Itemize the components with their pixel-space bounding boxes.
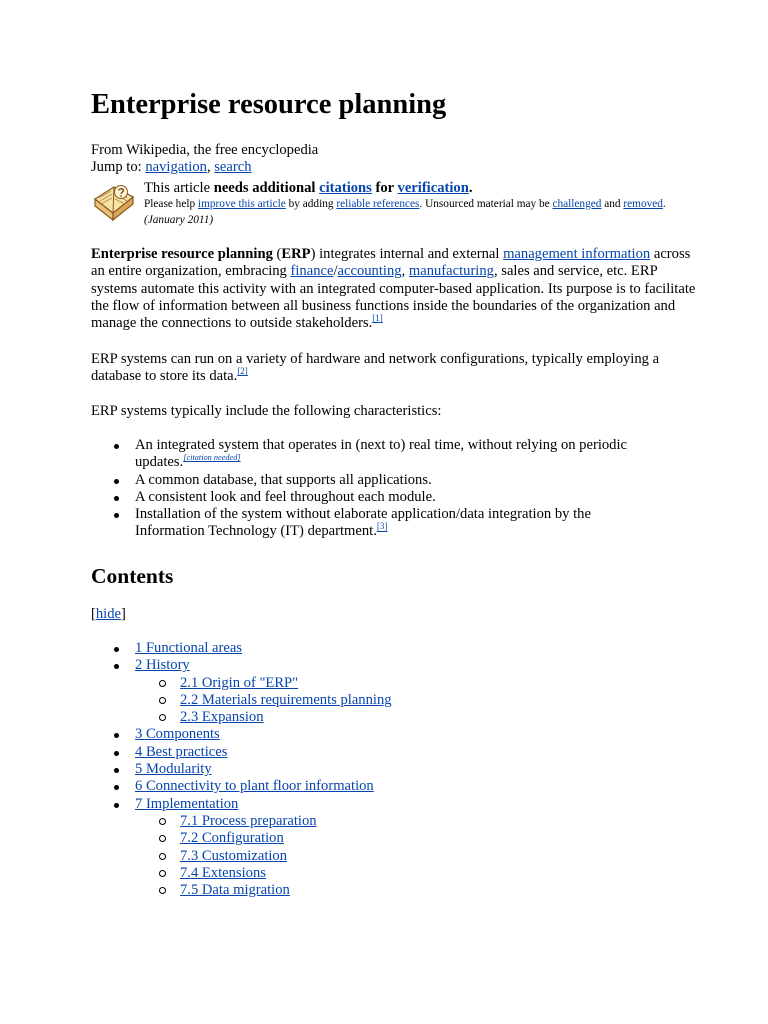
toc-link[interactable]: 7.4 Extensions: [180, 864, 266, 881]
bullet-icon: [114, 733, 119, 738]
toc-item: [91, 726, 591, 743]
list-item: [91, 489, 651, 506]
toc-toggle: [91, 606, 126, 623]
notice-text: This article: [144, 180, 214, 196]
toc-link[interactable]: 4 Best practices: [135, 743, 228, 760]
notice-line-2: [144, 197, 692, 228]
finance-link[interactable]: finance: [290, 263, 334, 280]
circle-bullet-icon: [159, 818, 166, 825]
toc-link[interactable]: 7 Implementation: [135, 795, 239, 812]
characteristics-list: [91, 437, 651, 541]
characteristics-text: ERP systems typically include the following characteristics:: [91, 403, 442, 419]
intro-text-2: across an entire organization, embracing: [91, 246, 691, 280]
reference-3-link[interactable]: [3]: [376, 521, 388, 532]
list-item: [91, 506, 651, 541]
toc-link[interactable]: 2.3 Expansion: [180, 709, 264, 726]
toc-link[interactable]: 5 Modularity: [135, 761, 212, 778]
toc-link[interactable]: 7.1 Process preparation: [180, 812, 317, 829]
notice-line-1: [144, 180, 473, 197]
toc-item: [91, 640, 591, 657]
notice-adding-text: by adding: [285, 198, 337, 210]
abbr-bold: ERP: [281, 246, 311, 262]
notice-bold-needs: needs additional: [213, 180, 320, 196]
bullet-icon: [114, 513, 119, 518]
notice-date: (January 2011): [144, 213, 214, 226]
hardware-paragraph: [91, 351, 697, 386]
bullet-icon: [114, 496, 119, 501]
toggle-bracket-open: [: [91, 606, 96, 622]
toc-subitem: [91, 692, 591, 709]
citations-link[interactable]: citations: [319, 180, 372, 196]
notice-bold-for: for: [371, 180, 398, 196]
challenged-link[interactable]: challenged: [552, 198, 602, 210]
notice-unsourced-text: . Unsourced material may be: [419, 198, 553, 210]
bullet-icon: [114, 768, 119, 773]
citation-notice-box: [91, 180, 691, 228]
toc-link[interactable]: 1 Functional areas: [135, 640, 242, 656]
toc-item: [91, 657, 591, 674]
comma-text: ,: [401, 263, 409, 280]
notice-period-text: .: [662, 198, 666, 210]
jump-navigation-link[interactable]: navigation: [145, 159, 207, 175]
hardware-text: ERP systems can run on a variety of hardware and network configurations, typically employing a database to store its data.: [91, 351, 660, 385]
toc-subitem: [91, 709, 591, 726]
reference-2-link[interactable]: [2]: [237, 366, 248, 377]
intro-text-1: ) integrates internal and external: [310, 246, 504, 262]
list-item: [91, 437, 651, 472]
jump-to-links: [91, 159, 252, 176]
jump-separator: ,: [206, 159, 215, 175]
toc-link[interactable]: 2 History: [135, 657, 190, 674]
management-information-link[interactable]: management information: [503, 246, 651, 262]
bullet-icon: [114, 751, 119, 756]
characteristics-intro: [91, 403, 697, 420]
notice-bold-period: .: [468, 180, 473, 196]
toc-link[interactable]: 3 Components: [135, 726, 220, 743]
bullet-icon: [114, 803, 119, 808]
toc-item: [91, 761, 591, 778]
toc-subitem: [91, 813, 591, 830]
list-item-text: A consistent look and feel throughout each module.: [135, 488, 436, 505]
reference-1-link[interactable]: [1]: [372, 313, 383, 324]
toc-link[interactable]: 7.3 Customization: [180, 847, 288, 864]
circle-bullet-icon: [159, 714, 166, 721]
list-item-text: A common database, that supports all applications.: [135, 471, 432, 488]
toggle-bracket-close: ]: [121, 606, 126, 622]
site-tagline: From Wikipedia, the free encyclopedia: [91, 142, 319, 158]
slash-text: /: [333, 263, 338, 280]
removed-link[interactable]: removed: [623, 198, 663, 210]
table-of-contents: [91, 640, 591, 899]
toc-subitem: [91, 865, 591, 882]
circle-bullet-icon: [159, 680, 166, 687]
toc-link[interactable]: 6 Connectivity to plant floor information: [135, 778, 374, 795]
toc-link[interactable]: 7.2 Configuration: [180, 830, 284, 847]
toc-link[interactable]: 2.2 Materials requirements planning: [180, 691, 392, 708]
term-bold: Enterprise resource planning: [91, 246, 273, 262]
toc-item: [91, 796, 591, 813]
toc-item: [91, 778, 591, 795]
improve-article-link[interactable]: improve this article: [197, 198, 286, 210]
reliable-references-link[interactable]: reliable references: [336, 198, 420, 210]
jump-search-link[interactable]: search: [214, 159, 252, 175]
intro-paragraph: [91, 246, 697, 332]
jump-to-label: Jump to:: [91, 159, 146, 175]
bullet-icon: [114, 479, 119, 484]
toc-subitem: [91, 848, 591, 865]
toc-subitem: [91, 675, 591, 692]
circle-bullet-icon: [159, 697, 166, 704]
notice-bold-text: [214, 180, 473, 196]
toc-subitem: [91, 882, 591, 899]
notice-help-text: Please help: [144, 198, 198, 210]
bullet-icon: [114, 647, 119, 652]
circle-bullet-icon: [159, 870, 166, 877]
verification-link[interactable]: verification: [397, 180, 469, 196]
intro-text-3: , sales and service, etc. ERP systems automate this activity with an integrated computer-based application. Its purpose is to facilitate the flow of information between all business functions inside the boundaries of the organization and manage the connections to outside stakeholders.: [91, 263, 696, 332]
bullet-icon: [114, 444, 119, 449]
page-title: Enterprise resource planning: [91, 89, 447, 120]
hide-toc-link[interactable]: hide: [95, 606, 122, 622]
list-item-text: An integrated system that operates in (next to) real time, without relying on periodic updates.: [135, 437, 627, 471]
list-item: [91, 472, 651, 489]
book-question-icon: [92, 183, 136, 223]
toc-subitem: [91, 830, 591, 847]
bullet-icon: [114, 664, 119, 669]
circle-bullet-icon: [159, 887, 166, 894]
circle-bullet-icon: [159, 853, 166, 860]
toc-link[interactable]: 2.1 Origin of "ERP": [180, 674, 299, 691]
list-item-text: Installation of the system without elaborate application/data integration by the Information Technology (IT) department.: [135, 506, 591, 540]
accounting-link[interactable]: accounting: [337, 263, 402, 280]
notice-and-text: and: [601, 198, 624, 210]
paren-open: (: [272, 246, 282, 262]
toc-item: [91, 744, 591, 761]
citation-needed-link[interactable]: [citation needed]: [183, 453, 241, 463]
circle-bullet-icon: [159, 835, 166, 842]
contents-heading: Contents: [91, 564, 174, 588]
toc-link[interactable]: 7.5 Data migration: [180, 882, 290, 899]
manufacturing-link[interactable]: manufacturing: [408, 263, 494, 280]
bullet-icon: [114, 785, 119, 790]
